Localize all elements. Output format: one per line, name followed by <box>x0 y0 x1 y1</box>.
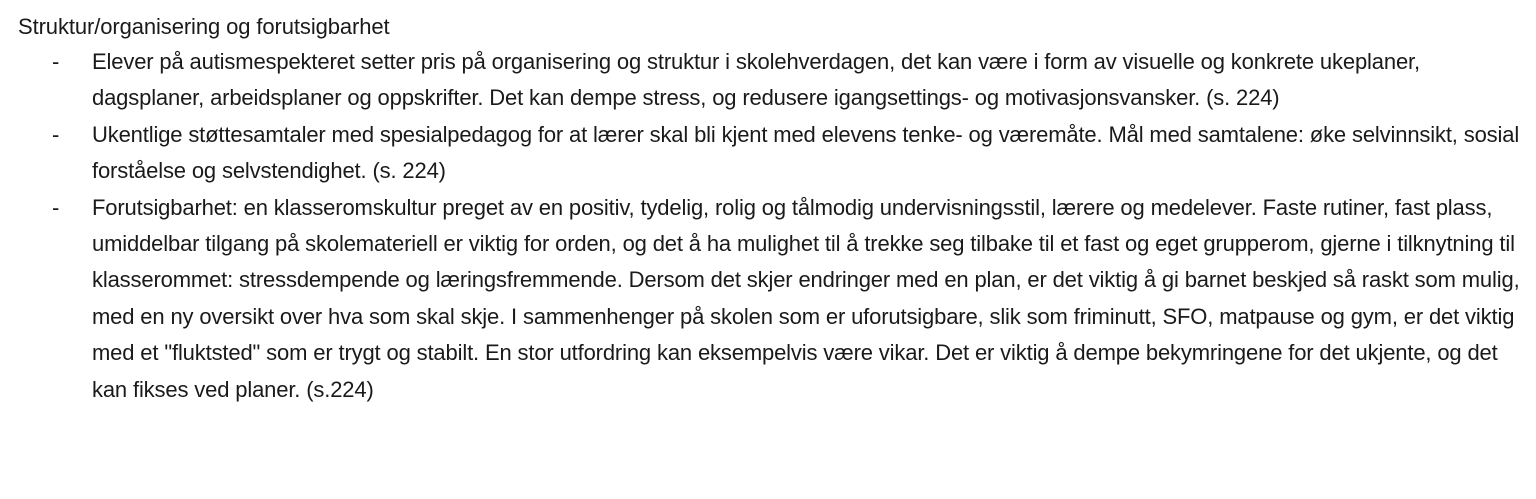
bullet-dash-icon: - <box>52 121 60 147</box>
list-item <box>18 44 1528 117</box>
list-item-text: Elever på autismespekteret setter pris på organisering og struktur i skolehverdagen, det kan være i form av visuelle og konkrete ukeplaner, dagsplaner, arbeidsplaner og oppskrifter. Det kan dempe stress, og redusere igangsettings- og motivasjonsvansker. (s. 224) <box>92 49 1420 111</box>
list-item-text: Forutsigbarhet: en klasseromskultur preget av en positiv, tydelig, rolig og tålmodig undervisningsstil, lærere og medelever. Faste rutiner, fast plass, umiddelbar tilgang på skolemateriell er viktig for orden, og det å ha mulighet til å trekke seg tilbake til et fast og eget grupperom, gjerne i tilknytning til klasserommet: stressdempende og læringsfremmende. Dersom det skjer endringer med en plan, er det viktig å gi barnet beskjed så raskt som mulig, med en ny oversikt over hva som skal skje. I sammenhenger på skolen som er uforutsigbare, slik som friminutt, SFO, matpause og gym, er det viktig med et "fluktsted" som er trygt og stabilt. En stor utfordring kan eksempelvis være vikar. Det er viktig å dempe bekymringene for det ukjente, og det kan fikses ved planer. (s.224) <box>92 194 1520 402</box>
bullet-dash-icon: - <box>52 49 60 74</box>
section-heading: Struktur/organisering og forutsigbarhet <box>18 14 390 39</box>
bullet-list <box>18 44 1528 408</box>
document-body <box>18 10 1528 408</box>
list-item <box>18 190 1528 408</box>
list-item-text: Ukentlige støttesamtaler med spesialpedagog for at lærer skal bli kjent med elevens tenke- og væremåte. Mål med samtalene: øke selvinnsikt, sosial forståelse og selvstendighet. (s. 224) <box>92 121 1520 184</box>
list-item <box>18 117 1528 190</box>
bullet-dash-icon: - <box>52 194 60 220</box>
